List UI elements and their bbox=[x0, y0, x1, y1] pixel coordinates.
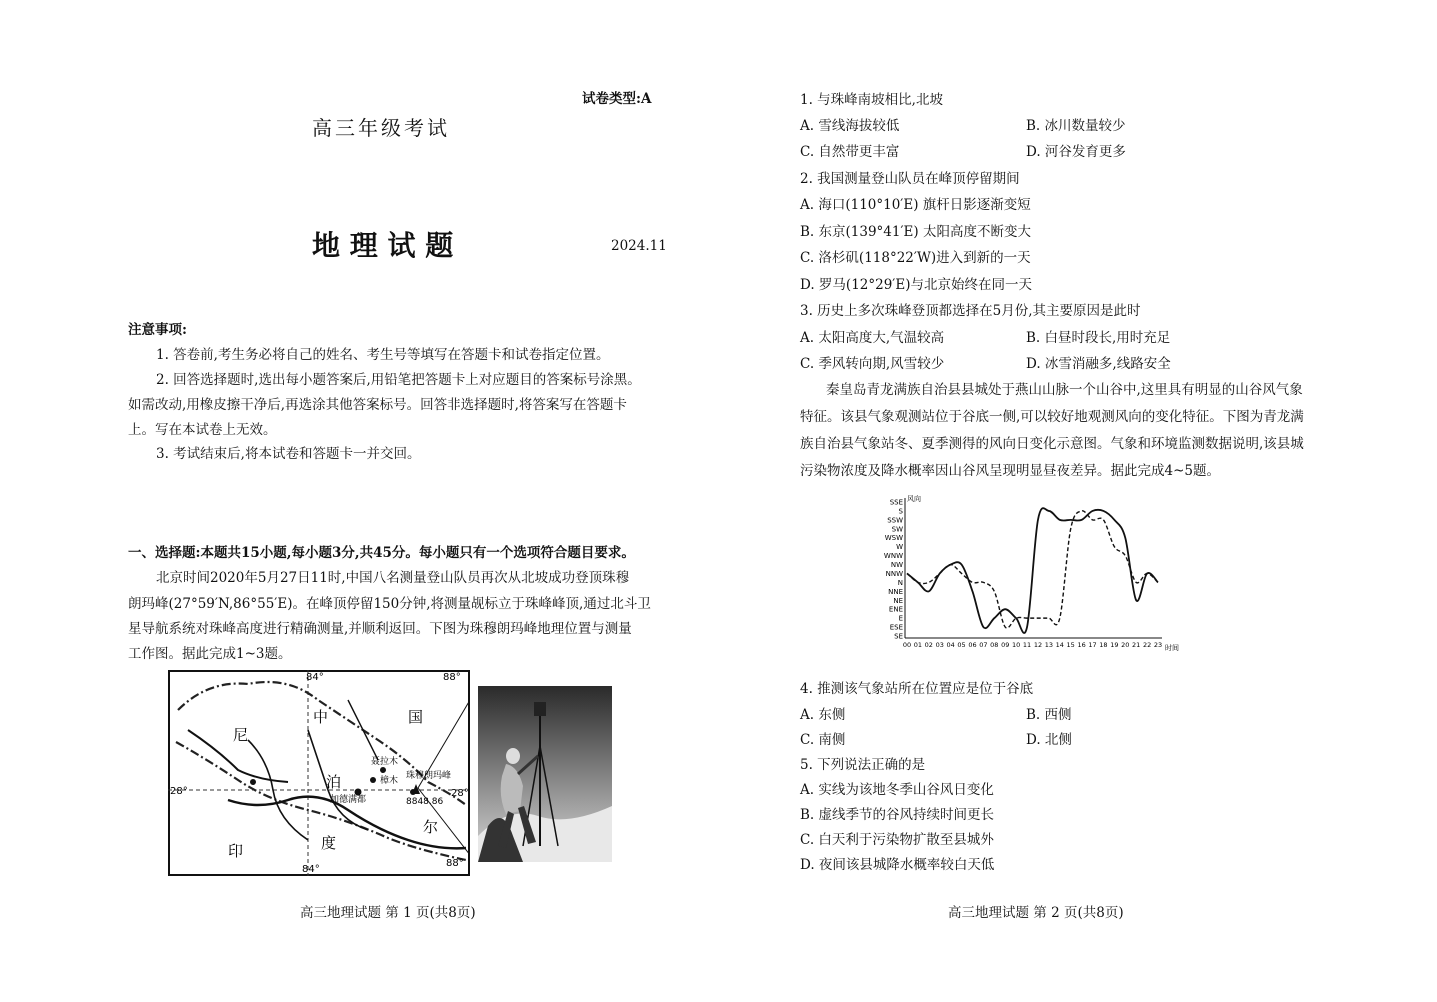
map-peak-name: 珠穆朗玛峰 bbox=[406, 771, 452, 781]
q2-option-b: B. 东京(139°41′E) 太阳高度不断变大 bbox=[800, 224, 1031, 240]
chart-y-tick-label: SE bbox=[894, 632, 903, 641]
chart-x-tick-label: 12 bbox=[1033, 641, 1043, 649]
q3-option-b: B. 白昼时段长,用时充足 bbox=[1026, 330, 1171, 346]
q1-option-d: D. 河谷发育更多 bbox=[1026, 144, 1126, 160]
passage2-line-1: 秦皇岛青龙满族自治县县城处于燕山山脉一个山谷中,这里具有明显的山谷风气象 bbox=[826, 382, 1303, 398]
map-label-du: 度 bbox=[321, 834, 337, 852]
chart-x-tick-label: 01 bbox=[913, 641, 923, 649]
q5-stem: 5. 下列说法正确的是 bbox=[800, 757, 926, 773]
map-label-yin: 印 bbox=[228, 842, 244, 860]
map-lat-28-left: 28° bbox=[170, 786, 188, 797]
map-label-ni: 尼 bbox=[233, 726, 249, 744]
q1-stem: 1. 与珠峰南坡相比,北坡 bbox=[800, 92, 943, 108]
section-heading: 一、选择题:本题共15小题,每小题3分,共45分。每小题只有一个选项符合题目要求。 bbox=[128, 545, 635, 561]
chart-y-tick-label: WSW bbox=[884, 534, 903, 543]
chart-y-tick-label: E bbox=[898, 614, 903, 623]
left-footer: 高三地理试题 第 1 页(共8页) bbox=[300, 905, 476, 921]
chart-y-tick-label: SSW bbox=[887, 516, 903, 525]
chart-x-tick-label: 23 bbox=[1153, 641, 1163, 649]
chart-x-tick-label: 10 bbox=[1011, 641, 1021, 649]
q1-option-b: B. 冰川数量较少 bbox=[1026, 118, 1126, 134]
q4-option-a: A. 东侧 bbox=[800, 707, 846, 723]
everest-location-map bbox=[168, 670, 470, 876]
chart-y-tick-label: SW bbox=[891, 525, 903, 534]
map-label-zhong: 中 bbox=[313, 708, 329, 726]
q5-option-a: A. 实线为该地冬季山谷风日变化 bbox=[800, 782, 994, 798]
map-lon-84-bottom: 84° bbox=[302, 864, 320, 875]
chart-y-axis-label: 风向 bbox=[907, 495, 921, 503]
map-lon-88-bottom: 88° bbox=[446, 858, 464, 869]
q1-option-a: A. 雪线海拔较低 bbox=[800, 118, 900, 134]
passage2-line-2: 特征。该县气象观测站位于谷底一侧,可以较好地观测风向的变化特征。下图为青龙满 bbox=[800, 409, 1304, 425]
chart-x-tick-label: 03 bbox=[935, 641, 944, 649]
chart-x-tick-label: 20 bbox=[1121, 641, 1130, 649]
chart-x-axis-label: 时间 bbox=[1165, 644, 1179, 652]
wind-direction-chart bbox=[872, 490, 1192, 660]
chart-y-tick-labels bbox=[884, 499, 904, 641]
chart-x-tick-label: 19 bbox=[1110, 641, 1119, 649]
map-peak-height: 8848.86 bbox=[406, 797, 444, 807]
map-label-er: 尔 bbox=[423, 818, 439, 836]
chart-y-tick-label: NE bbox=[893, 596, 903, 605]
q1-option-c: C. 自然带更丰富 bbox=[800, 144, 900, 160]
chart-x-tick-label: 21 bbox=[1132, 641, 1141, 649]
chart-x-tick-label: 04 bbox=[946, 641, 955, 649]
passage2-line-4: 污染物浓度及降水概率因山谷风呈现明显昼夜差异。据此完成4~5题。 bbox=[800, 463, 1220, 479]
passage-line-4: 工作图。据此完成1~3题。 bbox=[128, 646, 292, 662]
chart-x-tick-label: 05 bbox=[957, 641, 966, 649]
passage2-line-3: 族自治县气象站冬、夏季测得的风向日变化示意图。气象和环境监测数据说明,该县城 bbox=[800, 436, 1304, 452]
chart-x-tick-label: 18 bbox=[1099, 641, 1108, 649]
q4-option-d: D. 北侧 bbox=[1026, 732, 1072, 748]
chart-x-tick-label: 06 bbox=[968, 641, 977, 649]
map-city-nyalam: 聂拉木 bbox=[371, 757, 399, 767]
chart-series-solid-line bbox=[907, 508, 1158, 633]
passage-line-2: 朗玛峰(27°59′N,86°55′E)。在峰顶停留150分钟,将测量觇标立于珠峰峰顶,通过北斗卫 bbox=[128, 596, 651, 612]
map-lon-88-top: 88° bbox=[443, 672, 461, 683]
q3-option-a: A. 太阳高度大,气温较高 bbox=[800, 330, 945, 346]
map-lon-84-top: 84° bbox=[306, 672, 324, 683]
notice-item-3: 3. 考试结束后,将本试卷和答题卡一并交回。 bbox=[156, 446, 421, 462]
chart-x-tick-label: 15 bbox=[1066, 641, 1075, 649]
map-label-guo: 国 bbox=[408, 708, 424, 726]
passage-line-1: 北京时间2020年5月27日11时,中国八名测量登山队员再次从北坡成功登顶珠穆 bbox=[156, 570, 630, 586]
notice-heading: 注意事项: bbox=[128, 322, 187, 338]
chart-y-tick-label: NNE bbox=[888, 587, 903, 596]
q5-option-d: D. 夜间该县城降水概率较白天低 bbox=[800, 857, 995, 873]
chart-x-tick-label: 14 bbox=[1055, 641, 1064, 649]
passage-line-3: 星导航系统对珠峰高度进行精确测量,并顺利返回。下图为珠穆朗玛峰地理位置与测量 bbox=[128, 621, 632, 637]
map-city-kathmandu: 加德满都 bbox=[330, 795, 367, 805]
chart-x-tick-label: 00 bbox=[902, 641, 912, 649]
q4-option-b: B. 西侧 bbox=[1026, 707, 1072, 723]
map-city-zhangmu: 樟木 bbox=[380, 776, 399, 786]
q3-option-c: C. 季风转向期,风雪较少 bbox=[800, 356, 945, 372]
chart-y-tick-label: W bbox=[896, 543, 903, 552]
chart-x-tick-label: 08 bbox=[990, 641, 999, 649]
q5-option-c: C. 白天利于污染物扩散至县城外 bbox=[800, 832, 994, 848]
chart-x-tick-label: 11 bbox=[1022, 641, 1032, 649]
q2-option-a: A. 海口(110°10′E) 旗杆日影逐渐变短 bbox=[800, 197, 1031, 213]
chart-x-tick-label: 16 bbox=[1077, 641, 1086, 649]
chart-x-tick-label: 07 bbox=[979, 641, 988, 649]
q2-option-c: C. 洛杉矶(118°22′W)进入到新的一天 bbox=[800, 250, 1031, 266]
chart-y-tick-label: NNW bbox=[885, 569, 903, 578]
q4-stem: 4. 推测该气象站所在位置应是位于谷底 bbox=[800, 681, 1034, 697]
chart-y-tick-label: S bbox=[898, 507, 903, 516]
q3-stem: 3. 历史上多次珠峰登顶都选择在5月份,其主要原因是此时 bbox=[800, 303, 1141, 319]
chart-y-tick-label: N bbox=[897, 578, 903, 587]
map-lat-28-right: 28° bbox=[451, 788, 469, 799]
notice-item-2: 2. 回答选择题时,选出每小题答案后,用铅笔把答题卡上对应题目的答案标号涂黑。 bbox=[156, 372, 641, 388]
q4-option-c: C. 南侧 bbox=[800, 732, 846, 748]
notice-item-1: 1. 答卷前,考生务必将自己的姓名、考生号等填写在答题卡和试卷指定位置。 bbox=[156, 347, 610, 363]
chart-y-tick-label: WNW bbox=[883, 552, 903, 561]
surveyor-photo bbox=[478, 686, 612, 862]
paper-type: 试卷类型:A bbox=[582, 91, 652, 107]
notice-item-2-end: 上。写在本试卷上无效。 bbox=[128, 422, 277, 438]
exam-title: 高三年级考试 bbox=[312, 116, 450, 140]
notice-item-2-cont: 如需改动,用橡皮擦干净后,再选涂其他答案标号。回答非选择题时,将答案写在答题卡 bbox=[128, 397, 627, 413]
chart-x-tick-label: 02 bbox=[924, 641, 933, 649]
chart-x-tick-label: 13 bbox=[1044, 641, 1054, 649]
chart-y-tick-label: SSE bbox=[889, 498, 903, 507]
map-label-bo: 泊 bbox=[326, 773, 342, 791]
subject-title: 地 理 试 题 bbox=[312, 229, 454, 262]
right-footer: 高三地理试题 第 2 页(共8页) bbox=[948, 905, 1124, 921]
chart-y-tick-label: ESE bbox=[889, 623, 903, 632]
q2-option-d: D. 罗马(12°29′E)与北京始终在同一天 bbox=[800, 277, 1032, 293]
q5-option-b: B. 虚线季节的谷风持续时间更长 bbox=[800, 807, 995, 823]
chart-y-tick-label: ENE bbox=[888, 605, 903, 614]
chart-series bbox=[907, 508, 1158, 633]
q3-option-d: D. 冰雪消融多,线路安全 bbox=[1026, 356, 1171, 372]
exam-date: 2024.11 bbox=[611, 238, 667, 254]
chart-x-tick-label: 22 bbox=[1142, 641, 1152, 649]
chart-x-tick-labels bbox=[903, 641, 1162, 649]
chart-x-tick-label: 09 bbox=[1001, 641, 1010, 649]
q2-stem: 2. 我国测量登山队员在峰顶停留期间 bbox=[800, 171, 1020, 187]
chart-y-tick-label: NW bbox=[890, 561, 903, 570]
chart-x-tick-label: 17 bbox=[1088, 641, 1097, 649]
